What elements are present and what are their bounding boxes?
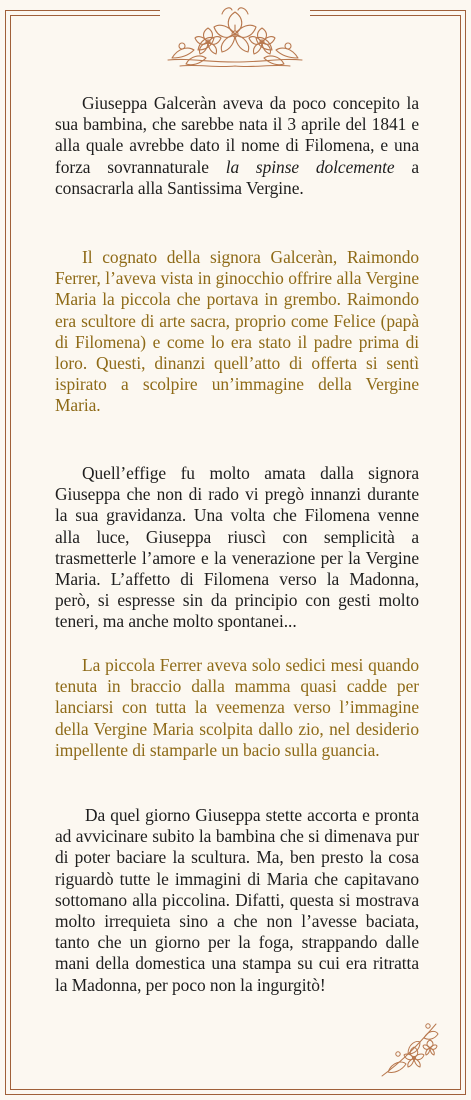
paragraph-1 bbox=[55, 93, 419, 199]
paragraph-2: Il cognato della signora Galceràn, Raimondo Ferrer, l’aveva vista in ginocchio offrire alla Vergine Maria la piccola che portava in grembo. Raimondo era scultore di arte sacra, proprio come Felice (papà di Filomena) e come lo era stato il padre prima di loro. Questi, dinanzi quell’atto di offerta si sentì ispirato a scolpire un’immagine della Vergine Maria. bbox=[55, 247, 419, 416]
floral-ornament-icon bbox=[160, 0, 310, 76]
floral-corner-icon bbox=[378, 1014, 444, 1080]
paragraph-3: Quell’effige fu molto amata dalla signora Giuseppa che non di rado vi pregò innanzi durante la sua gravidanza. Una volta che Filomena venne alla luce, Giuseppa riuscì con semplicità a trasmetterle l’amore e la venerazione per la Vergine Maria. L’affetto di Filomena verso la Madonna, però, si espresse sin da principio con gesti molto teneri, ma anche molto spontanei... bbox=[55, 463, 419, 632]
paragraph-1-text-after: a consacrarla alla Santissima Vergine. bbox=[55, 156, 420, 198]
paragraph-4: La piccola Ferrer aveva solo sedici mesi quando tenuta in braccio dalla mamma quasi cadde per lanciarsi con tutta la veemenza verso l’immagine della Vergine Maria scolpita dallo zio, nel desiderio impellente di stamparle un bacio sulla guancia. bbox=[55, 655, 419, 760]
paragraph-1-emphasis: la spinse dolcemente bbox=[225, 156, 395, 177]
paragraph-5: Da quel giorno Giuseppa stette accorta e pronta ad avvicinare subito la bambina che si dimenava pur di poter baciare la scultura. Ma, ben presto la cosa riguardò tutte le immagini di Maria che capitavano sottomano alla piccolina. Difatti, questa si mostrava molto irrequieta sino a che non l’avesse baciata, tanto che un giorno per la foga, strappando dalle mani della domestica una stampa su cui era ritratta la Madonna, per poco non la ingurgitò! bbox=[55, 805, 419, 995]
paragraph-1-text-before: Giuseppa Galceràn aveva da poco concepito la sua bambina, che sarebbe nata il 3 aprile del 1841 e alla quale avrebbe dato il nome di Filomena, e una forza sovrannaturale bbox=[55, 93, 419, 177]
